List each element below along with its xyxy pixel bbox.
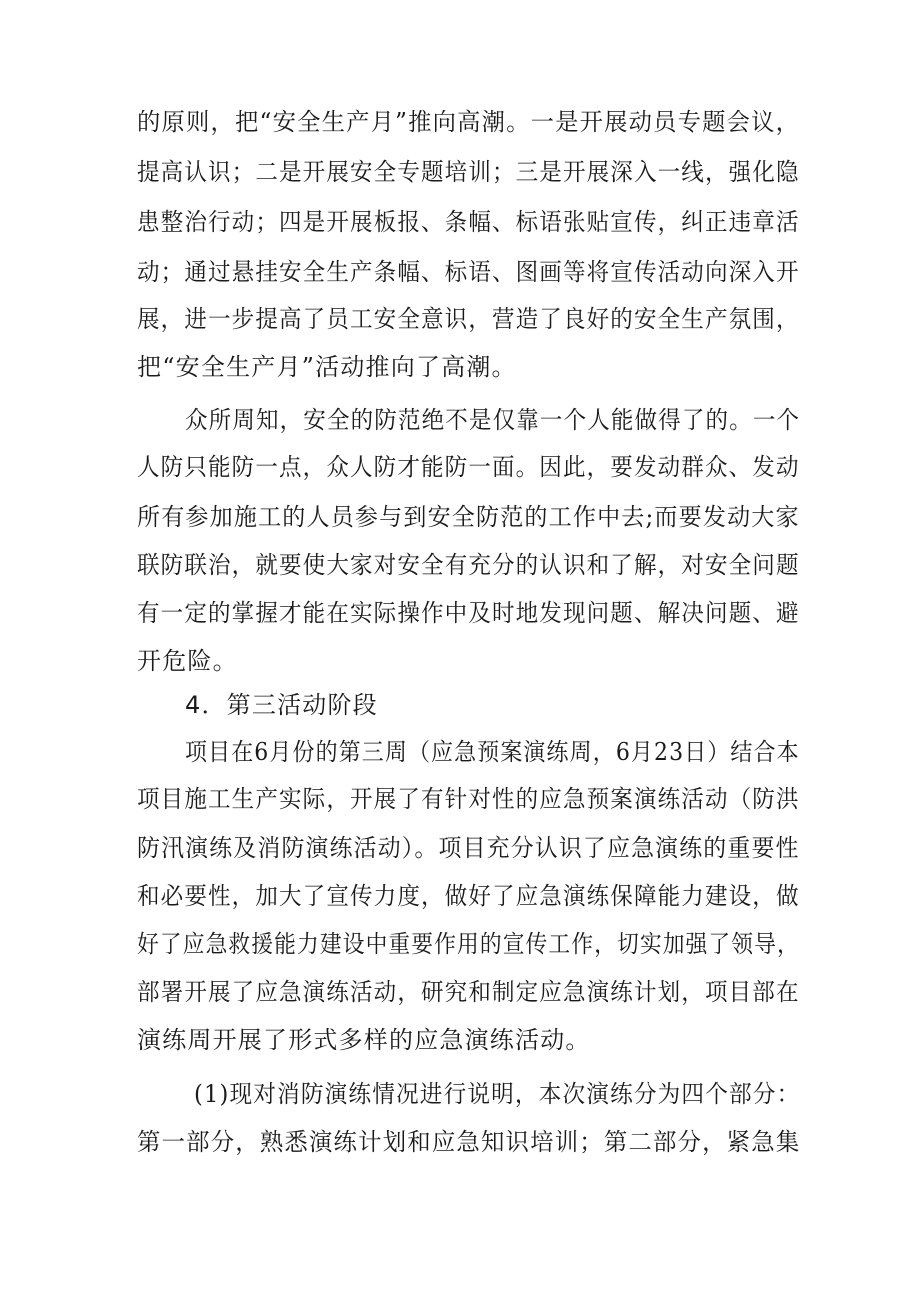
paragraph-2-line-4: 联防联治，就要使大家对安全有充分的认识和了解，对安全问题 [137, 551, 800, 579]
paragraph-1-line-6: 把“安全生产月”活动推向了高潮。 [137, 353, 517, 381]
section-heading: 4．第三活动阶段 [185, 691, 378, 719]
paragraph-2-line-5: 有一定的掌握才能在实际操作中及时地发现问题、解决问题、避 [137, 599, 800, 627]
paragraph-4-line-1: (1)现对消防演练情况进行说明，本次演练分为四个部分： [194, 1080, 801, 1108]
paragraph-1-line-1: 的原则，把“安全生产月”推向高潮。一是开展动员专题会议， [137, 108, 801, 136]
paragraph-2-line-1: 众所周知，安全的防范绝不是仅靠一个人能做得了的。一个 [185, 406, 801, 434]
paragraph-2-line-2: 人防只能防一点，众人防才能防一面。因此，要发动群众、发动 [137, 453, 800, 481]
paragraph-3-line-7: 演练周开展了形式多样的应急演练活动。 [137, 1026, 591, 1054]
paragraph-1-line-5: 展，进一步提高了员工安全意识，营造了良好的安全生产氛围， [137, 305, 800, 333]
paragraph-1-line-3: 患整治行动；四是开展板报、条幅、标语张贴宣传，纠正违章活 [137, 208, 800, 236]
paragraph-2-line-6: 开危险。 [137, 647, 238, 675]
paragraph-1-line-4: 动；通过悬挂安全生产条幅、标语、图画等将宣传活动向深入开 [137, 258, 800, 286]
paragraph-3-line-1: 项目在6月份的第三周（应急预案演练周，6月23日）结合本 [185, 738, 800, 766]
paragraph-1-line-2: 提高认识；二是开展安全专题培训；三是开展深入一线，强化隐 [137, 158, 800, 186]
paragraph-3-line-4: 和必要性，加大了宣传力度，做好了应急演练保障能力建设，做 [137, 882, 800, 910]
paragraph-3-line-5: 好了应急救援能力建设中重要作用的宣传工作，切实加强了领导， [137, 930, 800, 958]
paragraph-2-line-3: 所有参加施工的人员参与到安全防范的工作中去;而要发动大家 [137, 503, 800, 531]
paragraph-4-line-2: 第一部分，熟悉演练计划和应急知识培训；第二部分，紧急集 [137, 1128, 801, 1156]
paragraph-3-line-6: 部署开展了应急演练活动，研究和制定应急演练计划，项目部在 [137, 978, 800, 1006]
paragraph-3-line-3: 防汛演练及消防演练活动）。项目充分认识了应急演练的重要性 [137, 834, 800, 862]
paragraph-3-line-2: 项目施工生产实际，开展了有针对性的应急预案演练活动（防洪 [137, 785, 800, 813]
